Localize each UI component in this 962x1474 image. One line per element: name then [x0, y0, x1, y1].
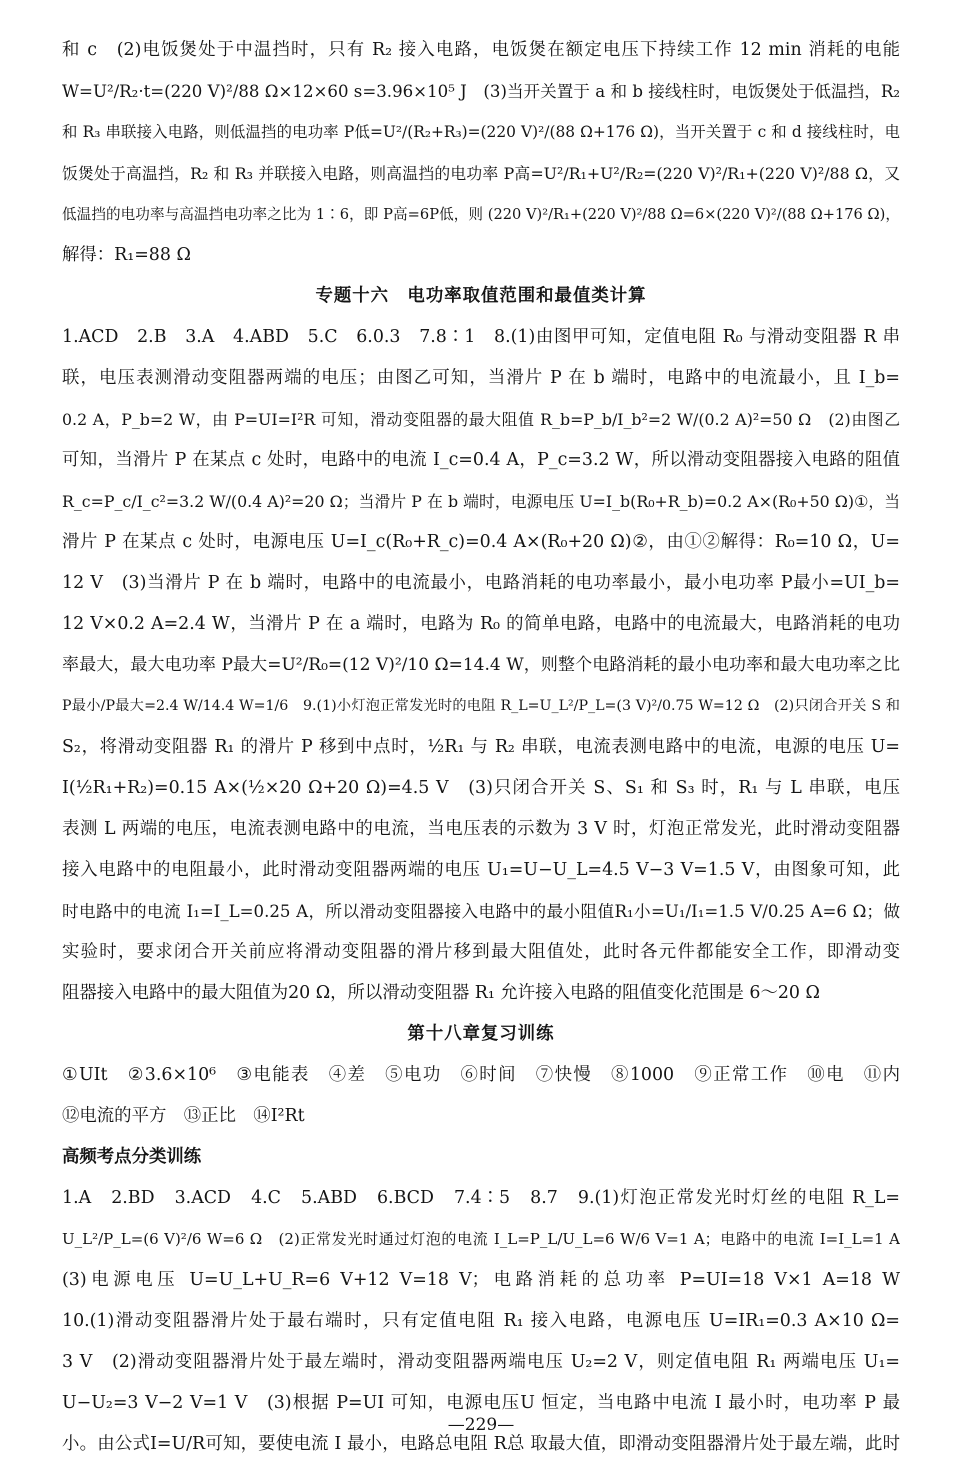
- text-line: 1.ACD 2.B 3.A 4.ABD 5.C 6.0.3 7.8∶1 8.(1)由图甲可知，定值电阻 R₀ 与滑动变阻器 R 串: [62, 327, 900, 347]
- text-line: 滑片 P 在某点 c 处时，电源电压 U=I_c(R₀+R_c)=0.4 A×(R₀+20 Ω)②，由①②解得：R₀=10 Ω，U=: [62, 532, 900, 552]
- text-line: P最小/P最大=2.4 W/14.4 W=1/6 9.(1)小灯泡正常发光时的电阻 R_L=U_L²/P_L=(3 V)²/0.75 W=12 Ω (2)只闭合开关 S 和: [62, 698, 900, 714]
- section-heading: 第十八章复习训练: [407, 1024, 555, 1044]
- text-line: 接入电路中的电阻最小，此时滑动变阻器两端的电压 U₁=U−U_L=4.5 V−3 V=1.5 V，由图象可知，此: [62, 860, 900, 880]
- section-topic-16: [62, 276, 900, 1014]
- text-line: 解得：R₁=88 Ω: [62, 245, 191, 265]
- text-line: U_L²/P_L=(6 V)²/6 W=6 Ω (2)正常发光时通过灯泡的电流 I_L=P_L/U_L=6 W/6 V=1 A；电路中的电流 I=I_L=1 A: [62, 1230, 900, 1248]
- text-line: 低温挡的电功率与高温挡电功率之比为 1∶6，即 P高=6P低，则 (220 V)²/R₁+(220 V)²/88 Ω=6×(220 V)²/(88 Ω+176 Ω)，: [62, 206, 900, 223]
- section-rice-cooker: [62, 30, 900, 276]
- text-line: 12 V×0.2 A=2.4 W，当滑片 P 在 a 端时，电路为 R₀ 的简单电路，电路中的电流最大，电路消耗的电功: [62, 614, 900, 634]
- text-line: 小。由公式I=U/R可知，要使电流 I 最小，电路总电阻 R总 取最大值，即滑动变阻器滑片处于最左端，此时: [62, 1434, 900, 1454]
- text-line: I(½R₁+R₂)=0.15 A×(½×20 Ω+20 Ω)=4.5 V (3)只闭合开关 S、S₁ 和 S₃ 时，R₁ 与 L 串联，电压: [62, 778, 900, 798]
- text-line: 饭煲处于高温挡，R₂ 和 R₃ 并联接入电路，则高温挡的电功率 P高=U²/R₁+U²/R₂=(220 V)²/R₁+(220 V)²/88 Ω，又: [62, 164, 900, 183]
- section-heading: 专题十六 电功率取值范围和最值类计算: [315, 286, 647, 306]
- text-line: R_c=P_c/I_c²=3.2 W/(0.4 A)²=20 Ω；当滑片 P 在 b 端时，电源电压 U=I_b(R₀+R_b)=0.2 A×(R₀+50 Ω)①，当: [62, 492, 900, 511]
- text-line: 0.2 A，P_b=2 W，由 P=UI=I²R 可知，滑动变阻器的最大阻值 R_b=P_b/I_b²=2 W/(0.2 A)²=50 Ω (2)由图乙: [62, 410, 900, 429]
- text-line: (3)电源电压 U=U_L+U_R=6 V+12 V=18 V；电路消耗的总功率 P=UI=18 V×1 A=18 W: [62, 1270, 900, 1290]
- text-line: 实验时，要求闭合开关前应将滑动变阻器的滑片移到最大阻值处，此时各元件都能安全工作，即滑动变: [62, 942, 900, 962]
- text-line: 时电路中的电流 I₁=I_L=0.25 A，所以滑动变阻器接入电路中的最小阻值R₁小=U₁/I₁=1.5 V/0.25 A=6 Ω；做: [62, 902, 900, 921]
- text-line: 率最大，最大电功率 P最大=U²/R₀=(12 V)²/10 Ω=14.4 W，则整个电路消耗的最小电功率和最大电功率之比: [62, 655, 900, 675]
- text-line: 1.A 2.BD 3.ACD 4.C 5.ABD 6.BCD 7.4∶5 8.7 9.(1)灯泡正常发光时灯丝的电阻 R_L=: [62, 1188, 900, 1208]
- text-line: 和 R₃ 串联接入电路，则低温挡的电功率 P低=U²/(R₂+R₃)=(220 V)²/(88 Ω+176 Ω)，当开关置于 c 和 d 接线柱时，电: [62, 123, 900, 141]
- text-line: 联，电压表测滑动变阻器两端的电压；由图乙可知，当滑片 P 在 b 端时，电路中的电流最小，且 I_b=: [62, 368, 900, 388]
- text-line: ⑫电流的平方 ⑬正比 ⑭I²Rt: [62, 1106, 305, 1126]
- text-line: 12 V (3)当滑片 P 在 b 端时，电路中的电流最小，电路消耗的电功率最小，最小电功率 P最小=UI_b=: [62, 573, 900, 593]
- section-chapter-18-review: [62, 1014, 900, 1465]
- text-line: 3 V (2)滑动变阻器滑片处于最左端时，滑动变阻器两端电压 U₂=2 V，则定值电阻 R₁ 两端电压 U₁=: [62, 1352, 900, 1372]
- text-line: 和 c (2)电饭煲处于中温挡时，只有 R₂ 接入电路，电饭煲在额定电压下持续工作 12 min 消耗的电能: [62, 40, 900, 60]
- text-line: 表测 L 两端的电压，电流表测电路中的电流，当电压表的示数为 3 V 时，灯泡正常发光，此时滑动变阻器: [62, 819, 900, 839]
- text-line: ①UIt ②3.6×10⁶ ③电能表 ④差 ⑤电功 ⑥时间 ⑦快慢 ⑧1000 ⑨正常工作 ⑩电 ⑪内: [62, 1065, 900, 1085]
- text-line: 可知，当滑片 P 在某点 c 处时，电路中的电流 I_c=0.4 A，P_c=3.2 W，所以滑动变阻器接入电路的阻值: [62, 450, 900, 470]
- text-line: S₂，将滑动变阻器 R₁ 的滑片 P 移到中点时，½R₁ 与 R₂ 串联，电流表测电路中的电流，电源的电压 U=: [62, 737, 900, 757]
- text-line: 10.(1)滑动变阻器滑片处于最右端时，只有定值电阻 R₁ 接入电路，电源电压 U=IR₁=0.3 A×10 Ω=: [62, 1311, 900, 1331]
- text-line: W=U²/R₂·t=(220 V)²/88 Ω×12×60 s=3.96×10⁵ J (3)当开关置于 a 和 b 接线柱时，电饭煲处于低温挡，R₂: [62, 82, 900, 101]
- page-number: —229—: [447, 1415, 515, 1435]
- text-line: 阻器接入电路中的最大阻值为20 Ω，所以滑动变阻器 R₁ 允许接入电路的阻值变化范围是 6～20 Ω: [62, 983, 820, 1003]
- text-line: U−U₂=3 V−2 V=1 V (3)根据 P=UI 可知，电源电压U 恒定，当电路中电流 I 最小时，电功率 P 最: [62, 1393, 900, 1413]
- sub-heading: 高频考点分类训练: [62, 1147, 202, 1167]
